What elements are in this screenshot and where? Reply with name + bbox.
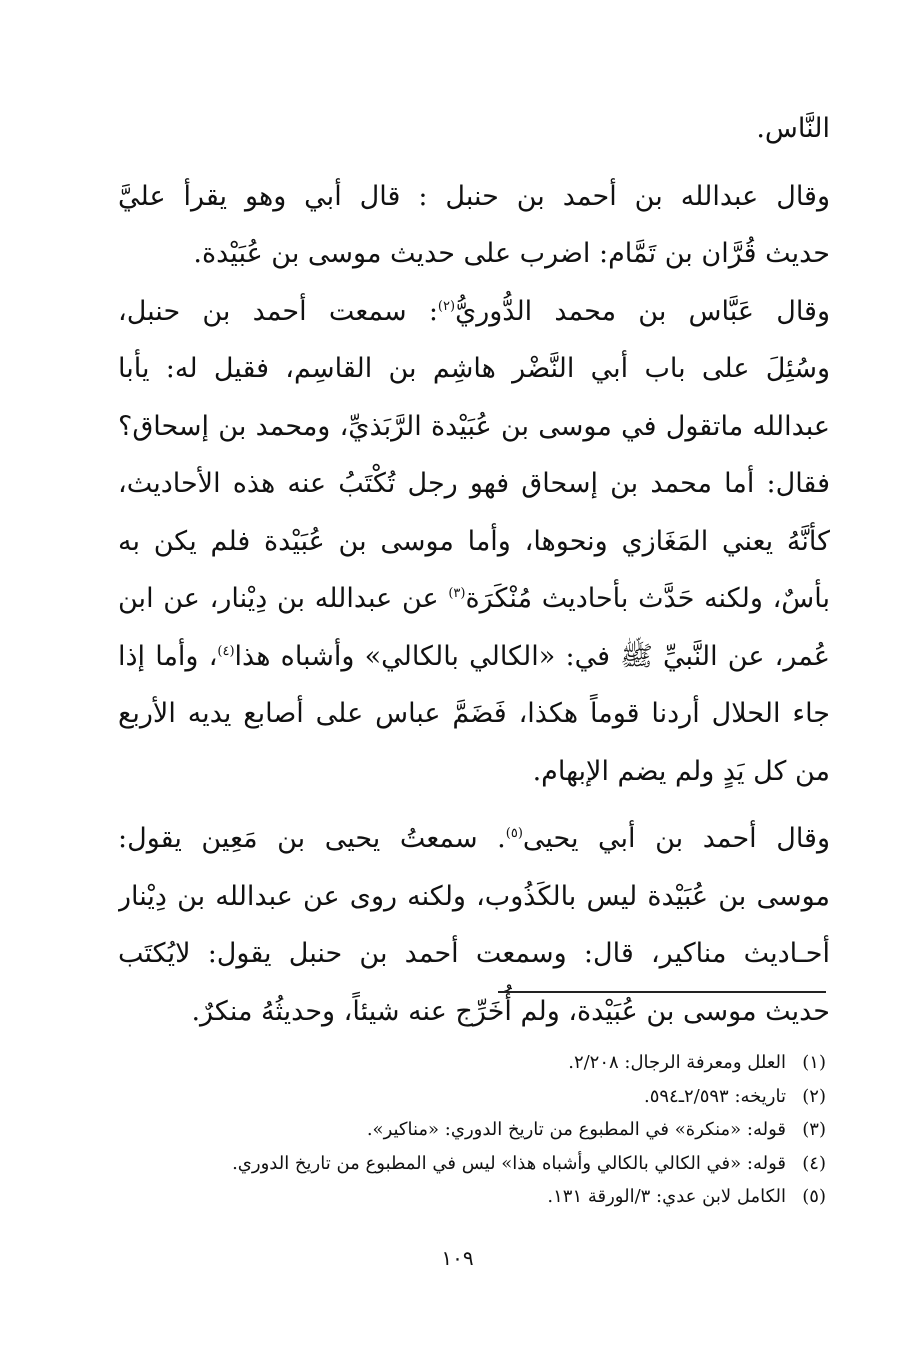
main-text <box>118 100 830 1040</box>
footnote-number: (١) <box>802 1052 826 1073</box>
text-line: أحـاديث مناكير، قال: وسمعت أحمد بن حنبل يقول: لايُكتَب <box>118 938 830 969</box>
footnote-number: (٣) <box>802 1119 826 1140</box>
footnote-ref: (٣) <box>448 586 466 601</box>
text-line: حديث موسى بن عُبَيْدة، ولم أُخَرِّج عنه شيئاً، وحديثُهُ منكرٌ. <box>191 995 830 1027</box>
text-line: النَّاس. <box>756 113 830 144</box>
text-line: وقال عبدالله بن أحمد بن حنبل : قال أبي وهو يقرأ عليَّ <box>118 180 830 212</box>
footnote-ref: (٢) <box>437 298 456 314</box>
footnote <box>130 1113 826 1147</box>
footnote <box>130 1080 826 1114</box>
text-line: موسى بن عُبَيْدة ليس بالكَذُوب، ولكنه روى عن عبدالله بن دِيْنار <box>118 880 830 912</box>
footnote-number: (٤) <box>802 1152 826 1174</box>
text-line: جاء الحلال أردنا قوماً هكذا، فَضَمَّ عباس على أصابع يديه الأربع <box>118 698 830 729</box>
footnote-text: تاريخه: ٢/٥٩٣ـ٥٩٤. <box>643 1085 786 1107</box>
text-line: حديث قُرَّان بن تَمَّام: اضرب على حديث موسى بن عُبَيْدة. <box>193 238 830 269</box>
footnote-text: العلل ومعرفة الرجال: ٢/٢٠٨. <box>568 1052 786 1073</box>
footnote <box>130 1147 826 1181</box>
footnote-text: قوله: «في الكالي بالكالي وأشباه هذا» ليس في المطبوع من تاريخ الدوري. <box>232 1152 786 1174</box>
text-line: وسُئِلَ على باب أبي النَّضْر هاشِم بن القاسِم، فقيل له: يأبا <box>118 353 830 384</box>
text-line: وقال عَبَّاس بن محمد الدُّوريُّ$^{(٢)}$: سمعت أحمد بن حنبل، <box>118 295 830 327</box>
text-line: من كل يَدٍ ولم يضم الإبهام. <box>532 755 830 787</box>
footnotes <box>130 1046 826 1214</box>
text-line: عبدالله ماتقول في موسى بن عُبَيْدة الرَّبَذيِّ، ومحمد بن إسحاق؟ <box>118 410 830 442</box>
text-line: فقال: أما محمد بن إسحاق فهو رجل تُكْتَبُ عنه هذه الأحاديث، <box>118 468 830 499</box>
page-number: ١٠٩ <box>441 1246 474 1270</box>
footnote <box>130 1046 826 1080</box>
text-line: وقال أحمد بن أبي يحيى$^{(٥)}$. سمعتُ يحيى بن مَعِين يقول: <box>118 823 830 854</box>
footnote-number: (٥) <box>802 1186 826 1207</box>
text-line: عُمر، عن النَّبيِّ ﷺ في: «الكالي بالكالي» وأشباه هذا$^{(٤)}$، وأما إذا <box>118 640 830 672</box>
text-line: بأسٌ، ولكنه حَدَّث بأحاديث مُنْكَرَة$^{(٣)}$ عن عبدالله بن دِيْنار، عن ابن <box>118 583 830 614</box>
footnote-number: (٢) <box>802 1085 826 1107</box>
footnote-ref: (٥) <box>505 826 523 841</box>
footnote <box>130 1180 826 1214</box>
footnote-separator <box>498 991 826 993</box>
footnote-text: الكامل لابن عدي: ٣/الورقة ١٣١. <box>547 1186 786 1207</box>
text-line: كأنَّهُ يعني المَغَازي ونحوها، وأما موسى بن عُبَيْدة فلم يكن به <box>118 525 830 557</box>
footnote-ref: (٤) <box>217 643 235 659</box>
footnote-text: قوله: «منكرة» في المطبوع من تاريخ الدوري: «مناكير». <box>366 1119 786 1140</box>
